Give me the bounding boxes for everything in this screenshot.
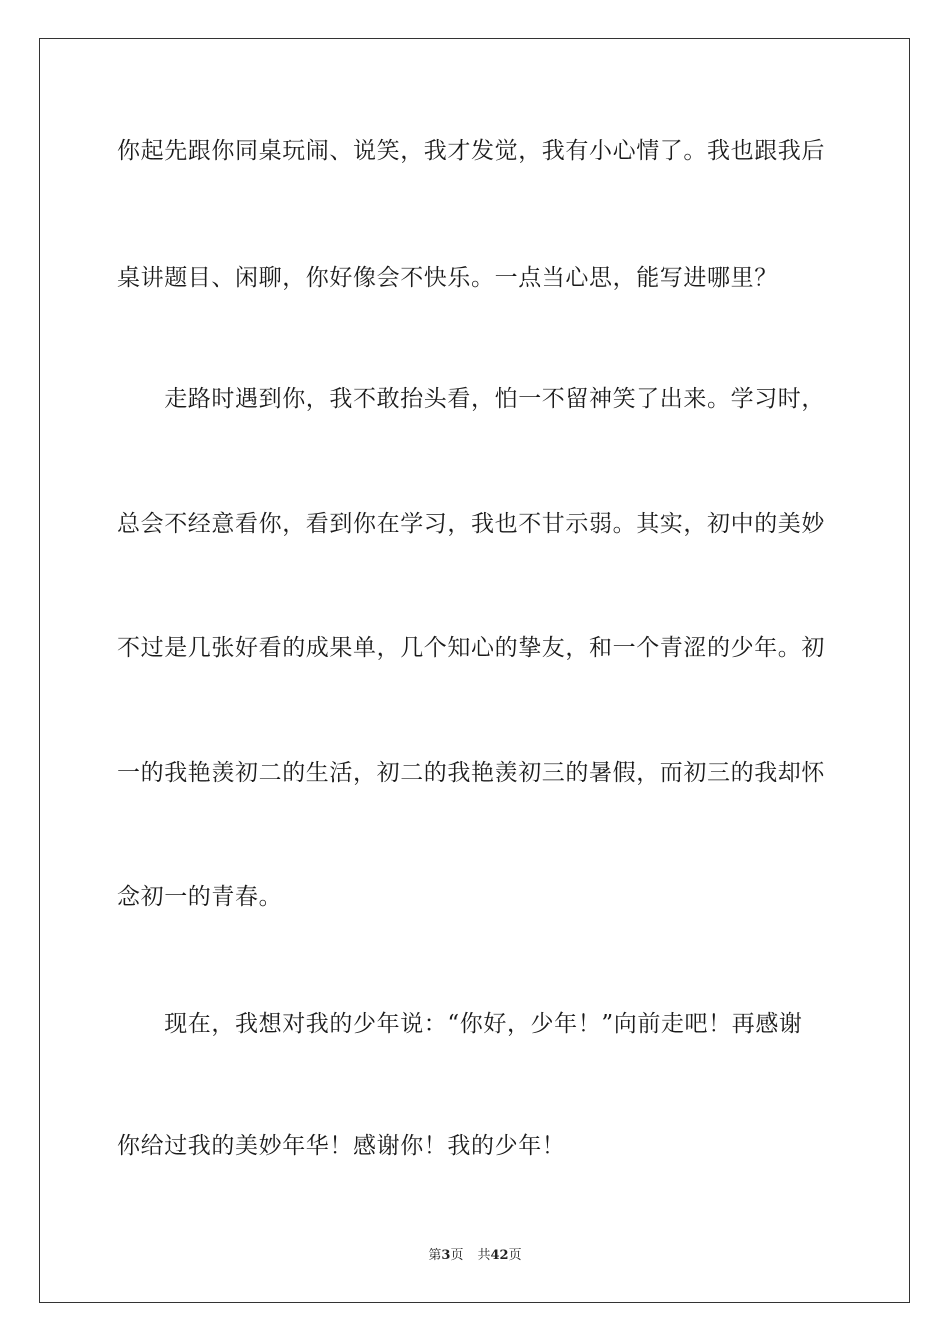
text-line: 现在，我想对我的少年说：“你好，少年！”向前走吧！再感谢 [117, 1011, 803, 1037]
total-pages: 42 [490, 1248, 509, 1263]
page-number: 3 [441, 1248, 451, 1263]
total-suffix: 页 [508, 1248, 522, 1263]
page-border [39, 38, 910, 1303]
text-line: 一的我艳羡初二的生活，初二的我艳羡初三的暑假，而初三的我却怀 [117, 760, 825, 786]
text-line: 总会不经意看你，看到你在学习，我也不甘示弱。其实，初中的美妙 [117, 511, 825, 537]
text-line: 你起先跟你同桌玩闹、说笑，我才发觉，我有小心情了。我也跟我后 [117, 138, 825, 164]
text-line: 念初一的青春。 [117, 884, 283, 910]
text-line: 你给过我的美妙年华！感谢你！我的少年！ [117, 1133, 566, 1159]
text-line: 桌讲题目、闲聊，你好像会不快乐。一点当心思，能写进哪里？ [117, 265, 778, 291]
page-footer [0, 1247, 950, 1265]
page-prefix: 第 [428, 1248, 442, 1263]
page-suffix: 页 [450, 1248, 464, 1263]
total-prefix: 共 [477, 1248, 491, 1263]
text-line: 不过是几张好看的成果单，几个知心的挚友，和一个青涩的少年。初 [117, 635, 825, 661]
text-line: 走路时遇到你，我不敢抬头看，怕一不留神笑了出来。学习时， [117, 386, 825, 412]
